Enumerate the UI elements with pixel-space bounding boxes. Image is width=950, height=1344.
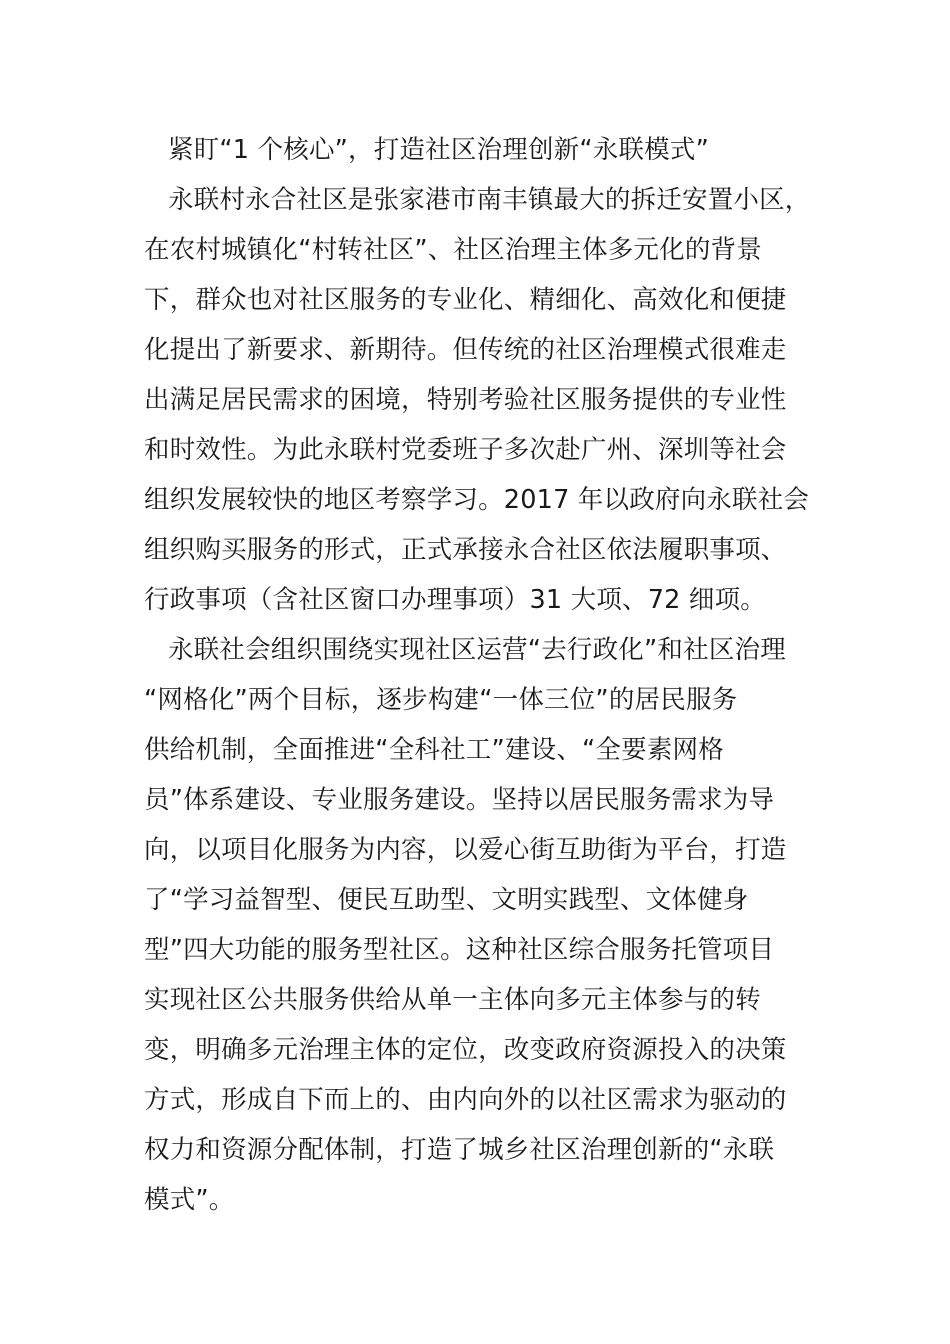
text-line: 供给机制，全面推进“全科社工”建设、“全要素网格	[144, 735, 724, 765]
text-line: 下，群众也对社区服务的专业化、精细化、高效化和便捷	[144, 285, 787, 315]
text-line: 向，以项目化服务为内容，以爱心街互助街为平台，打造	[144, 835, 787, 865]
text-line: 化提出了新要求、新期待。但传统的社区治理模式很难走	[144, 335, 787, 365]
text-line: 了“学习益智型、便民互助型、文明实践型、文体健身	[144, 885, 749, 915]
text-line: 在农村城镇化“村转社区”、社区治理主体多元化的背景	[144, 235, 762, 265]
section-heading: 紧盯“1 个核心”，打造社区治理创新“永联模式”	[168, 135, 709, 165]
text-line: 实现社区公共服务供给从单一主体向多元主体参与的转	[144, 985, 761, 1015]
text-line: “网格化”两个目标，逐步构建“一体三位”的居民服务	[144, 685, 738, 715]
text-line: 永联社会组织围绕实现社区运营“去行政化”和社区治理	[168, 635, 786, 665]
text-line: 方式，形成自下而上的、由内向外的以社区需求为驱动的	[144, 1085, 787, 1115]
text-line: 权力和资源分配体制，打造了城乡社区治理创新的“永联	[144, 1135, 775, 1165]
text-line: 模式”。	[144, 1185, 235, 1215]
text-line: 行政事项（含社区窗口办理事项）31 大项、72 细项。	[144, 585, 767, 615]
text-line: 和时效性。为此永联村党委班子多次赴广州、深圳等社会	[144, 435, 787, 465]
text-line: 组织发展较快的地区考察学习。2017 年以政府向永联社会	[144, 485, 810, 515]
text-line: 永联村永合社区是张家港市南丰镇最大的拆迁安置小区，	[168, 185, 811, 215]
text-line: 变，明确多元治理主体的定位，改变政府资源投入的决策	[144, 1035, 787, 1065]
text-line: 型”四大功能的服务型社区。这种社区综合服务托管项目	[144, 935, 775, 965]
text-line: 员”体系建设、专业服务建设。坚持以居民服务需求为导	[144, 785, 775, 815]
text-line: 出满足居民需求的困境，特别考验社区服务提供的专业性	[144, 385, 787, 415]
text-line: 组织购买服务的形式，正式承接永合社区依法履职事项、	[144, 535, 787, 565]
